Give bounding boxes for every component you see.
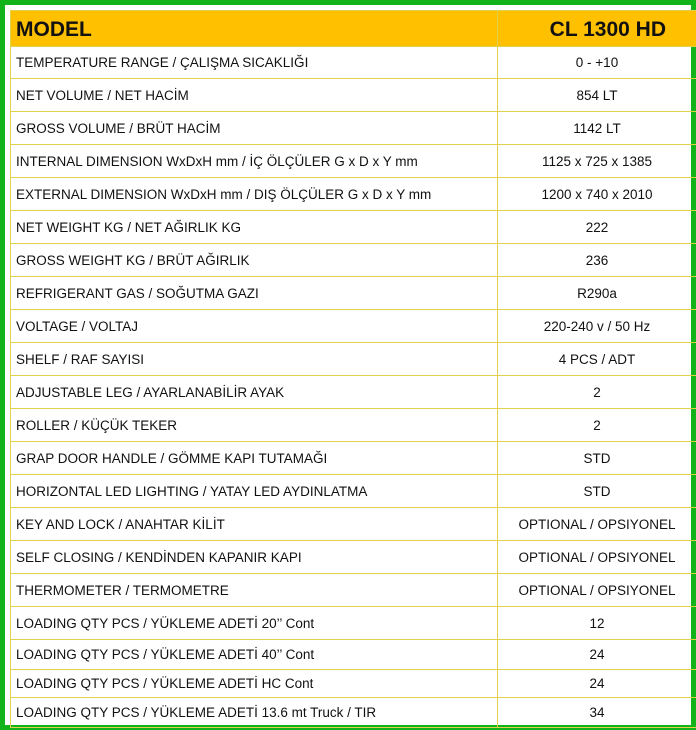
spec-value: 1142 LT [498,112,696,145]
spec-label: REFRIGERANT GAS / SOĞUTMA GAZI [11,277,498,310]
table-row [11,607,696,640]
spec-label: EXTERNAL DIMENSION WxDxH mm / DIŞ ÖLÇÜLER G x D x Y mm [11,178,498,211]
spec-label: GRAP DOOR HANDLE / GÖMME KAPI TUTAMAĞI [11,442,498,475]
spec-label: SELF CLOSING / KENDİNDEN KAPANIR KAPI [11,541,498,574]
spec-label: THERMOMETER / TERMOMETRE [11,574,498,607]
spec-value: OPTIONAL / OPSIYONEL [498,574,696,607]
spec-label: HORIZONTAL LED LIGHTING / YATAY LED AYDINLATMA [11,475,498,508]
spec-label: KEY AND LOCK / ANAHTAR KİLİT [11,508,498,541]
spec-label: GROSS WEIGHT KG / BRÜT AĞIRLIK [11,244,498,277]
spec-value: STD [498,475,696,508]
spec-label: SHELF / RAF SAYISI [11,343,498,376]
table-row [11,178,696,211]
spec-label: LOADING QTY PCS / YÜKLEME ADETİ 13.6 mt Truck / TIR [11,698,498,728]
spec-label: GROSS VOLUME / BRÜT HACİM [11,112,498,145]
table-row [11,640,696,670]
table-row [11,541,696,574]
table-row [11,112,696,145]
table-row [11,376,696,409]
spec-value: OPTIONAL / OPSIYONEL [498,508,696,541]
table-row [11,574,696,607]
spec-value: 1200 x 740 x 2010 [498,178,696,211]
table-row [11,277,696,310]
table-row [11,47,696,79]
spec-label: LOADING QTY PCS / YÜKLEME ADETİ HC Cont [11,670,498,698]
table-row [11,79,696,112]
spec-value: 2 [498,409,696,442]
header-row [11,11,696,47]
spec-value: 4 PCS / ADT [498,343,696,376]
spec-value: OPTIONAL / OPSIYONEL [498,541,696,574]
table-row [11,343,696,376]
table-row [11,145,696,178]
spec-value: 854 LT [498,79,696,112]
spec-value: 2 [498,376,696,409]
spec-label: TEMPERATURE RANGE / ÇALIŞMA SICAKLIĞI [11,47,498,79]
spec-value: 34 [498,698,696,728]
header-label: MODEL [11,11,498,47]
spec-value: 0 - +10 [498,47,696,79]
table-row [11,310,696,343]
table-row [11,442,696,475]
spec-value: R290a [498,277,696,310]
spec-label: LOADING QTY PCS / YÜKLEME ADETİ 20’’ Cont [11,607,498,640]
spec-value: 24 [498,670,696,698]
table-row [11,508,696,541]
spec-label: ROLLER / KÜÇÜK TEKER [11,409,498,442]
table-row [11,698,696,728]
spec-value: 220-240 v / 50 Hz [498,310,696,343]
table-row [11,475,696,508]
table-row [11,409,696,442]
spec-label: LOADING QTY PCS / YÜKLEME ADETİ 40’’ Cont [11,640,498,670]
spec-table [10,10,696,728]
spec-label: ADJUSTABLE LEG / AYARLANABİLİR AYAK [11,376,498,409]
spec-value: 236 [498,244,696,277]
spec-value: STD [498,442,696,475]
spec-value: 222 [498,211,696,244]
spec-label: NET WEIGHT KG / NET AĞIRLIK KG [11,211,498,244]
table-row [11,244,696,277]
spec-value: 24 [498,640,696,670]
table-row [11,670,696,698]
model-name: CL 1300 HD [498,11,696,47]
spec-label: INTERNAL DIMENSION WxDxH mm / İÇ ÖLÇÜLER G x D x Y mm [11,145,498,178]
table-row [11,211,696,244]
spec-value: 12 [498,607,696,640]
spec-label: NET VOLUME / NET HACİM [11,79,498,112]
spec-value: 1125 x 725 x 1385 [498,145,696,178]
spec-label: VOLTAGE / VOLTAJ [11,310,498,343]
